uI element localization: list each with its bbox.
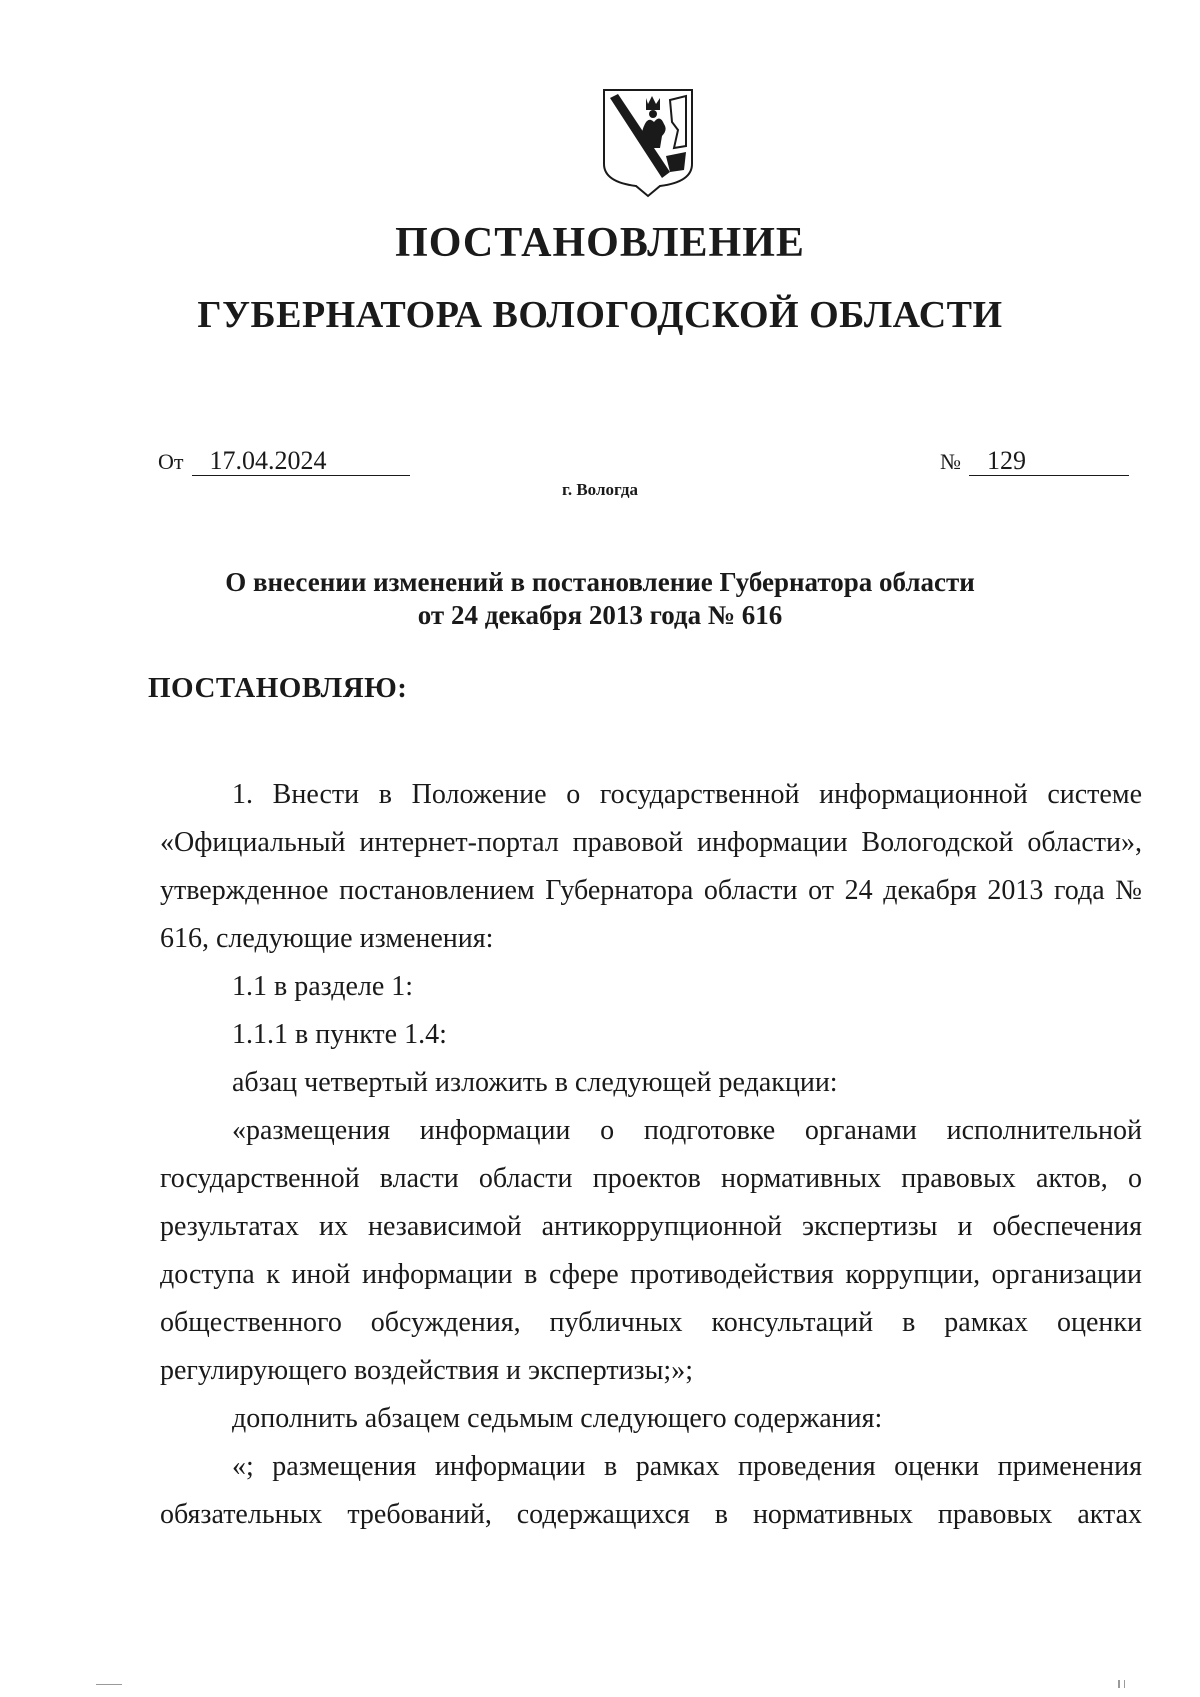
body-paragraph: абзац четвертый изложить в следующей редакции: <box>232 1067 838 1098</box>
document-body <box>160 771 1142 1539</box>
document-type-title: ПОСТАНОВЛЕНИЕ <box>395 220 805 266</box>
subject-line: от 24 декабря 2013 года № 616 <box>417 600 783 630</box>
body-paragraph: 1. Внести в Положение о государственной информационной системе «Официальный интернет-портал правовой информации Вологодской области», утвержденное постановлением Губернатора области от 24 декабря 2013 года № 616, следующие изменения: <box>160 779 1142 954</box>
vologda-oblast-coat-of-arms-icon <box>600 86 696 198</box>
decree-heading: ПОСТАНОВЛЯЮ: <box>148 672 408 704</box>
document-subject <box>0 566 1200 632</box>
body-paragraph: «; размещения информации в рамках проведения оценки применения обязательных требований, содержащихся в нормативных правовых актах <box>160 1451 1142 1530</box>
body-paragraph: 1.1 в разделе 1: <box>232 971 414 1002</box>
number-label: № <box>940 449 961 474</box>
document-date: 17.04.2024 <box>192 447 410 476</box>
body-paragraph: дополнить абзацем седьмым следующего содержания: <box>232 1403 883 1434</box>
document-number-field <box>940 447 1129 476</box>
date-label: От <box>158 449 184 474</box>
body-paragraph: «размещения информации о подготовке органами исполнительной государственной власти области проектов нормативных правовых актов, о результатах их независимой антикоррупционной экспертизы и обеспечения доступа к иной информации в сфере противодействия коррупции, организации общественного обсуждения, публичных консультаций в рамках оценки регулирующего воздействия и экспертизы;»; <box>160 1115 1142 1386</box>
body-paragraph: 1.1.1 в пункте 1.4: <box>232 1019 447 1050</box>
issuing-authority: ГУБЕРНАТОРА ВОЛОГОДСКОЙ ОБЛАСТИ <box>197 294 1003 336</box>
scan-artifact <box>96 1684 122 1685</box>
scan-artifact <box>1124 1680 1125 1688</box>
subject-line: О внесении изменений в постановление Губернатора области <box>225 567 975 597</box>
document-date-field <box>158 447 410 476</box>
scan-artifact <box>1118 1680 1120 1688</box>
city: г. Вологда <box>562 480 638 499</box>
document-number: 129 <box>969 447 1129 476</box>
